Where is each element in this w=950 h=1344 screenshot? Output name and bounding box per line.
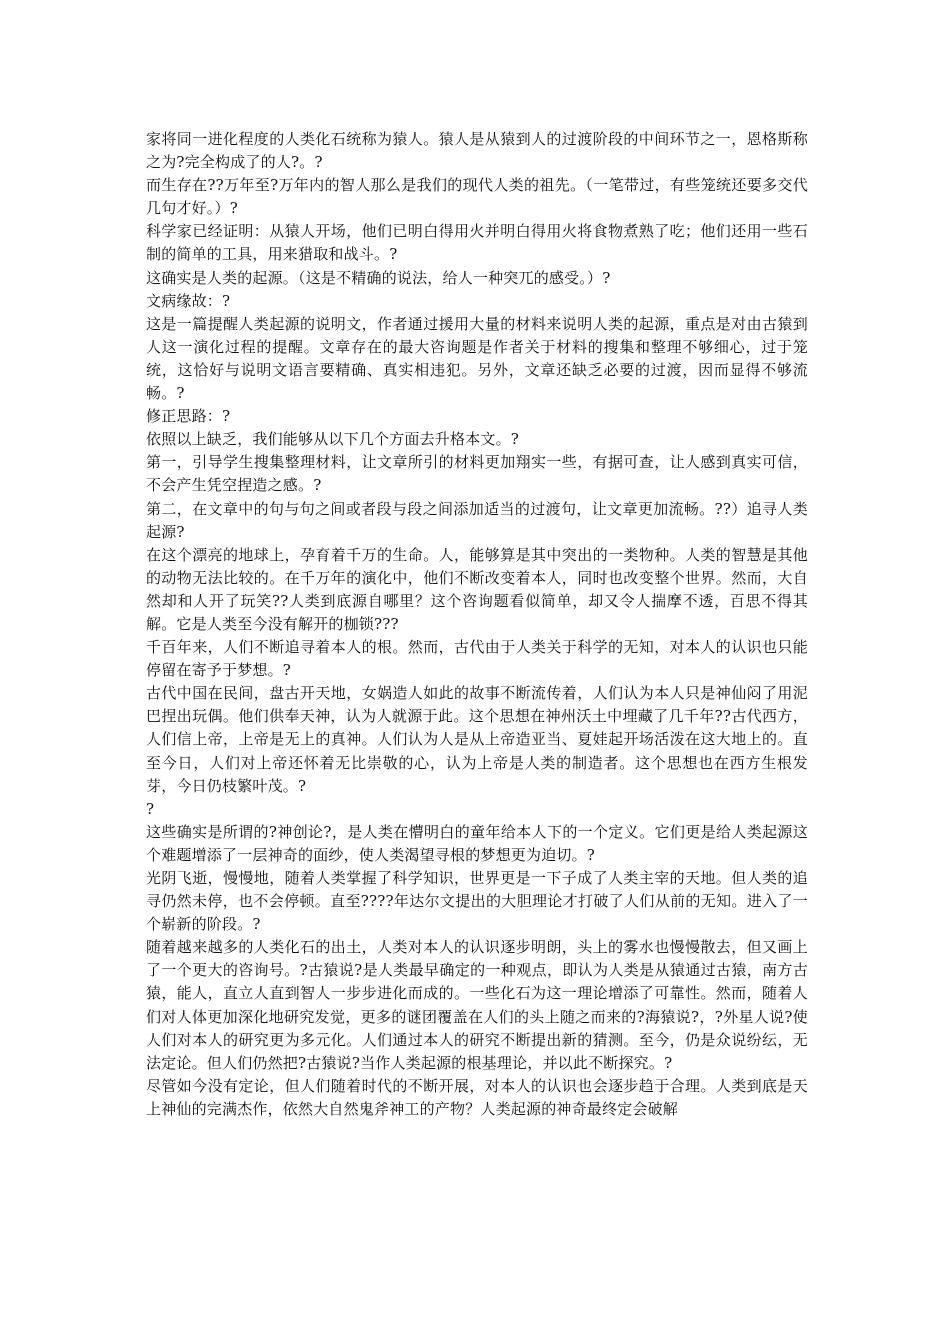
paragraph: 第一，引导学生搜集整理材料，让文章所引的材料更加翔实一些，有据可查，让人感到真实可信，不会产生凭空捏造之感。?: [146, 453, 808, 495]
paragraph: 而生存在??万年至?万年内的智人那么是我们的现代人类的祖先。（一笔带过，有些笼统还要多交代几句才好。）?: [146, 176, 808, 218]
paragraph: 家将同一进化程度的人类化石统称为猿人。猿人是从猿到人的过渡阶段的中间环节之一，恩格斯称之为?完全构成了的人?。?: [146, 130, 808, 172]
paragraph: 千百年来，人们不断追寻着本人的根。然而，古代由于人类关于科学的无知，对本人的认识也只能停留在寄予于梦想。?: [146, 638, 808, 680]
paragraph: 第二，在文章中的句与句之间或者段与段之间添加适当的过渡句，让文章更加流畅。??）追寻人类起源?: [146, 499, 808, 541]
paragraph: 这是一篇提醒人类起源的说明文，作者通过援用大量的材料来说明人类的起源，重点是对由古猿到人这一演化过程的提醒。文章存在的最大咨询题是作者关于材料的搜集和整理不够细心，过于笼统，这恰好与说明文语言要精确、真实相违犯。另外，文章还缺乏必要的过渡，因而显得不够流畅。?: [146, 314, 808, 403]
paragraph: 这些确实是所谓的?神创论?，是人类在懵明白的童年给本人下的一个定义。它们更是给人类起源这个难题增添了一层神奇的面纱，使人类渴望寻根的梦想更为迫切。?: [146, 822, 808, 864]
paragraph: 这确实是人类的起源。（这是不精确的说法，给人一种突兀的感受。）?: [146, 268, 611, 287]
paragraph: 在这个漂亮的地球上，孕育着千万的生命。人，能够算是其中突出的一类物种。人类的智慧是其他的动物无法比较的。在千万年的演化中，他们不断改变着本人，同时也改变整个世界。然而，大自然却和人开了玩笑??人类到底源自哪里？这个咨询题看似简单，却又令人揣摩不透，百思不得其解。它是人类至今没有解开的枷锁???: [146, 545, 808, 633]
paragraph: 依照以上缺乏，我们能够从以下几个方面去升格本文。?: [146, 430, 520, 449]
paragraph: 古代中国在民间，盘古开天地，女娲造人如此的故事不断流传着，人们认为本人只是神仙闷了用泥巴捏出玩偶。他们供奉天神，认为人就源于此。这个思想在神州沃土中埋藏了几千年??古代西方，人们信上帝，上帝是无上的真神。人们认为人是从上帝造亚当、夏娃起开场活泼在这大地上的。直至今日，人们对上帝还怀着无比崇敬的心，认为上帝是人类的制造者。这个思想也在西方生根发芽，今日仍枝繁叶茂。?: [146, 684, 808, 795]
paragraph: ?: [146, 799, 155, 818]
paragraph: 光阴飞逝，慢慢地，随着人类掌握了科学知识，世界更是一下子成了人类主宰的天地。但人类的追寻仍然未停，也不会停顿。直至????年达尔文提出的大胆理论才打破了人们从前的无知。进入了一个崭新的阶段。?: [146, 869, 808, 934]
document-body: [146, 128, 808, 1121]
paragraph: 尽管如今没有定论，但人们随着时代的不断开展，对本人的认识也会逐步趋于合理。人类到底是天上神仙的完满杰作，依然大自然鬼斧神工的产物？人类起源的神奇最终定会破解: [146, 1076, 808, 1118]
paragraph: 随着越来越多的人类化石的出土，人类对本人的认识逐步明朗，头上的雾水也慢慢散去，但又画上了一个更大的咨询号。?古猿说?是人类最早确定的一种观点，即认为人类是从猿通过古猿，南方古猿，能人，直立人直到智人一步步进化而成的。一些化石为这一理论增添了可靠性。然而，随着人们对人体更加深化地研究发觉，更多的谜团覆盖在人们的头上随之而来的?海猿说?，?外星人说?使人们对本人的研究更为多元化。人们通过本人的研究不断提出新的猜测。至今，仍是众说纷纭，无法定论。但人们仍然把?古猿说?当作人类起源的根基理论，并以此不断探究。?: [146, 938, 808, 1072]
paragraph: 修正思路：?: [146, 407, 231, 426]
paragraph: 科学家已经证明：从猿人开场，他们已明白得用火并明白得用火将食物煮熟了吃；他们还用一些石制的简单的工具，用来猎取和战斗。?: [146, 222, 808, 264]
paragraph: 文病缘故：?: [146, 291, 231, 310]
